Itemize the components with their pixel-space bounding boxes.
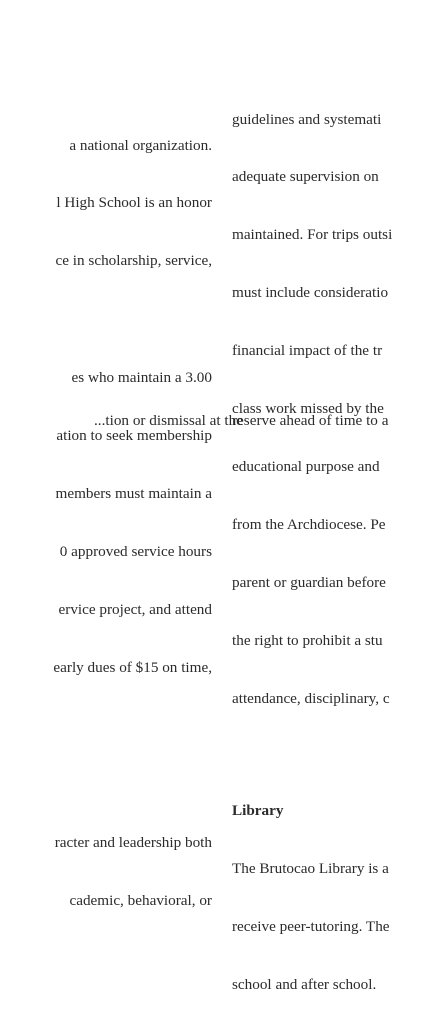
paragraph-gap: [0, 774, 212, 794]
left-line-5: ation to seek membership: [56, 427, 212, 445]
paragraph-gap: [0, 716, 212, 736]
left-line-2: l High School is an honor: [56, 194, 212, 212]
right-line-1: guidelines and systemati: [232, 110, 382, 128]
right-line-5: financial impact of the tr: [232, 342, 383, 360]
library-heading: Library: [232, 802, 284, 820]
left-line-3: ce in scholarship, service,: [55, 252, 212, 270]
library-line-2: receive peer-tutoring. The: [232, 918, 390, 936]
left-line-1: a national organization.: [69, 136, 212, 154]
right-column: [232, 71, 426, 1014]
left-line-8: ervice project, and attend: [58, 600, 212, 618]
cut-off-bottom-lines: [0, 412, 426, 432]
left-line-7: 0 approved service hours: [59, 542, 212, 560]
right-line-3: maintained. For trips outsi: [232, 226, 393, 244]
right-cut-off-line: reserve ahead of time to a: [232, 412, 389, 429]
right-line-10: the right to prohibit a stu: [232, 631, 383, 649]
right-line-8: from the Archdiocese. Pe: [232, 515, 386, 533]
right-line-4: must include consideratio: [232, 284, 389, 302]
right-line-11: attendance, disciplinary, c: [232, 689, 390, 707]
library-line-3: school and after school.: [232, 976, 377, 994]
library-line-1: The Brutocao Library is a: [232, 860, 389, 878]
left-column: [0, 97, 212, 930]
left-line-10: racter and leadership both: [54, 834, 212, 852]
left-cut-off-line: ...tion or dismissal at the: [94, 412, 243, 429]
right-line-2: adequate supervision on: [232, 168, 379, 186]
left-line-6: members must maintain a: [55, 484, 212, 502]
left-line-4: es who maintain a 3.00: [71, 369, 212, 387]
right-line-6: class work missed by the: [232, 400, 384, 418]
paragraph-gap: [232, 746, 426, 762]
right-line-9: parent or guardian before: [232, 573, 386, 591]
left-line-9: early dues of $15 on time,: [53, 658, 212, 676]
left-line-11: cademic, behavioral, or: [69, 892, 212, 910]
paragraph-gap: [0, 309, 212, 329]
right-line-7: educational purpose and: [232, 457, 380, 475]
